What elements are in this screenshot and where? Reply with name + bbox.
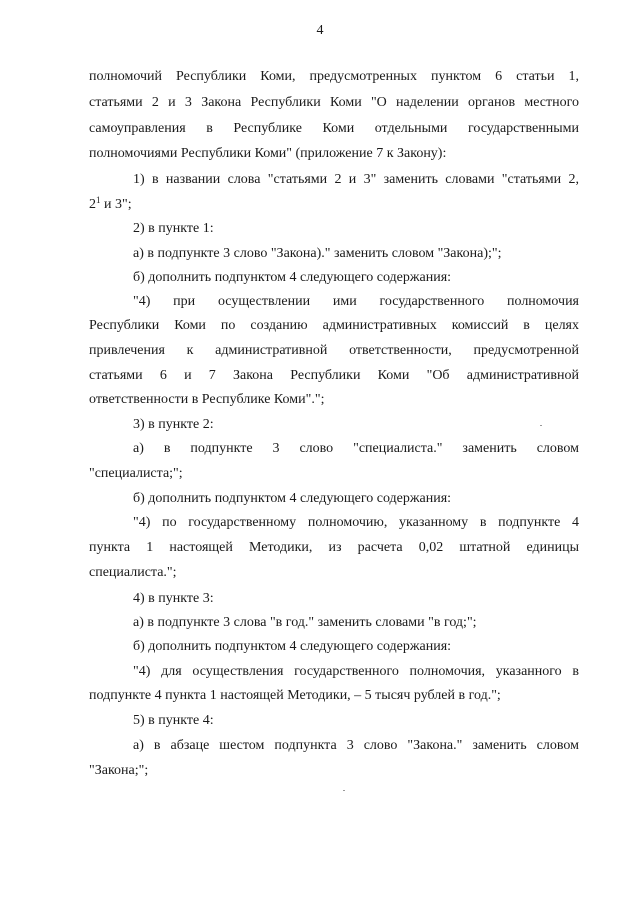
scan-speck bbox=[343, 790, 345, 791]
text-line: "специалиста;"; bbox=[89, 466, 183, 481]
text-line: б) дополнить подпунктом 4 следующего содержания: bbox=[133, 491, 452, 506]
text-line: "Закона;"; bbox=[89, 763, 149, 778]
text-line: полномочиями Республики Коми" (приложение 7 к Закону): bbox=[89, 146, 447, 161]
text-line: 2) в пункте 1: bbox=[133, 221, 214, 236]
text-line: подпункте 4 пункта 1 настоящей Методики, – 5 тысяч рублей в год."; bbox=[89, 688, 501, 703]
text-line: 1) в названии слова "статьями 2 и 3" заменить словами "статьями 2, bbox=[133, 172, 579, 187]
text-line bbox=[89, 197, 132, 213]
text-line: "4) по государственному полномочию, указанному в подпункте 4 bbox=[133, 515, 579, 530]
text-line-start: 2 bbox=[89, 197, 96, 212]
text-line: самоуправления в Республике Коми отдельными государственными bbox=[89, 121, 579, 136]
text-line: "4) при осуществлении ими государственного полномочия bbox=[133, 294, 579, 309]
text-line: 5) в пункте 4: bbox=[133, 713, 214, 728]
text-line: "4) для осуществления государственного полномочия, указанного в bbox=[133, 664, 579, 679]
text-line: полномочий Республики Коми, предусмотренных пунктом 6 статьи 1, bbox=[89, 69, 579, 84]
superscript-mark: 1 bbox=[96, 195, 101, 205]
text-line: б) дополнить подпунктом 4 следующего содержания: bbox=[133, 270, 452, 285]
text-line: 3) в пункте 2: bbox=[133, 417, 214, 432]
text-line: специалиста."; bbox=[89, 565, 177, 580]
text-line: пункта 1 настоящей Методики, из расчета 0,02 штатной единицы bbox=[89, 540, 579, 555]
text-line: а) в подпункте 3 слова "в год." заменить словами "в год;"; bbox=[133, 615, 477, 630]
text-line: а) в подпункте 3 слово "Закона)." заменить словом "Закона);"; bbox=[133, 246, 502, 261]
text-line: привлечения к административной ответственности, предусмотренной bbox=[89, 343, 579, 358]
text-line: Республики Коми по созданию административных комиссий в целях bbox=[89, 318, 579, 333]
text-line: статьями 2 и 3 Закона Республики Коми "О наделении органов местного bbox=[89, 95, 579, 110]
text-line: статьями 6 и 7 Закона Республики Коми "Об административной bbox=[89, 368, 579, 383]
scan-speck bbox=[540, 425, 542, 426]
text-line-end: и 3"; bbox=[100, 197, 132, 212]
text-line: а) в подпункте 3 слово "специалиста." заменить словом bbox=[133, 441, 579, 456]
text-line: 4) в пункте 3: bbox=[133, 591, 214, 606]
text-line: ответственности в Республике Коми"."; bbox=[89, 392, 325, 407]
text-line: а) в абзаце шестом подпункта 3 слово "Закона." заменить словом bbox=[133, 738, 579, 753]
page-number: 4 bbox=[316, 23, 324, 38]
text-line: б) дополнить подпунктом 4 следующего содержания: bbox=[133, 639, 452, 654]
